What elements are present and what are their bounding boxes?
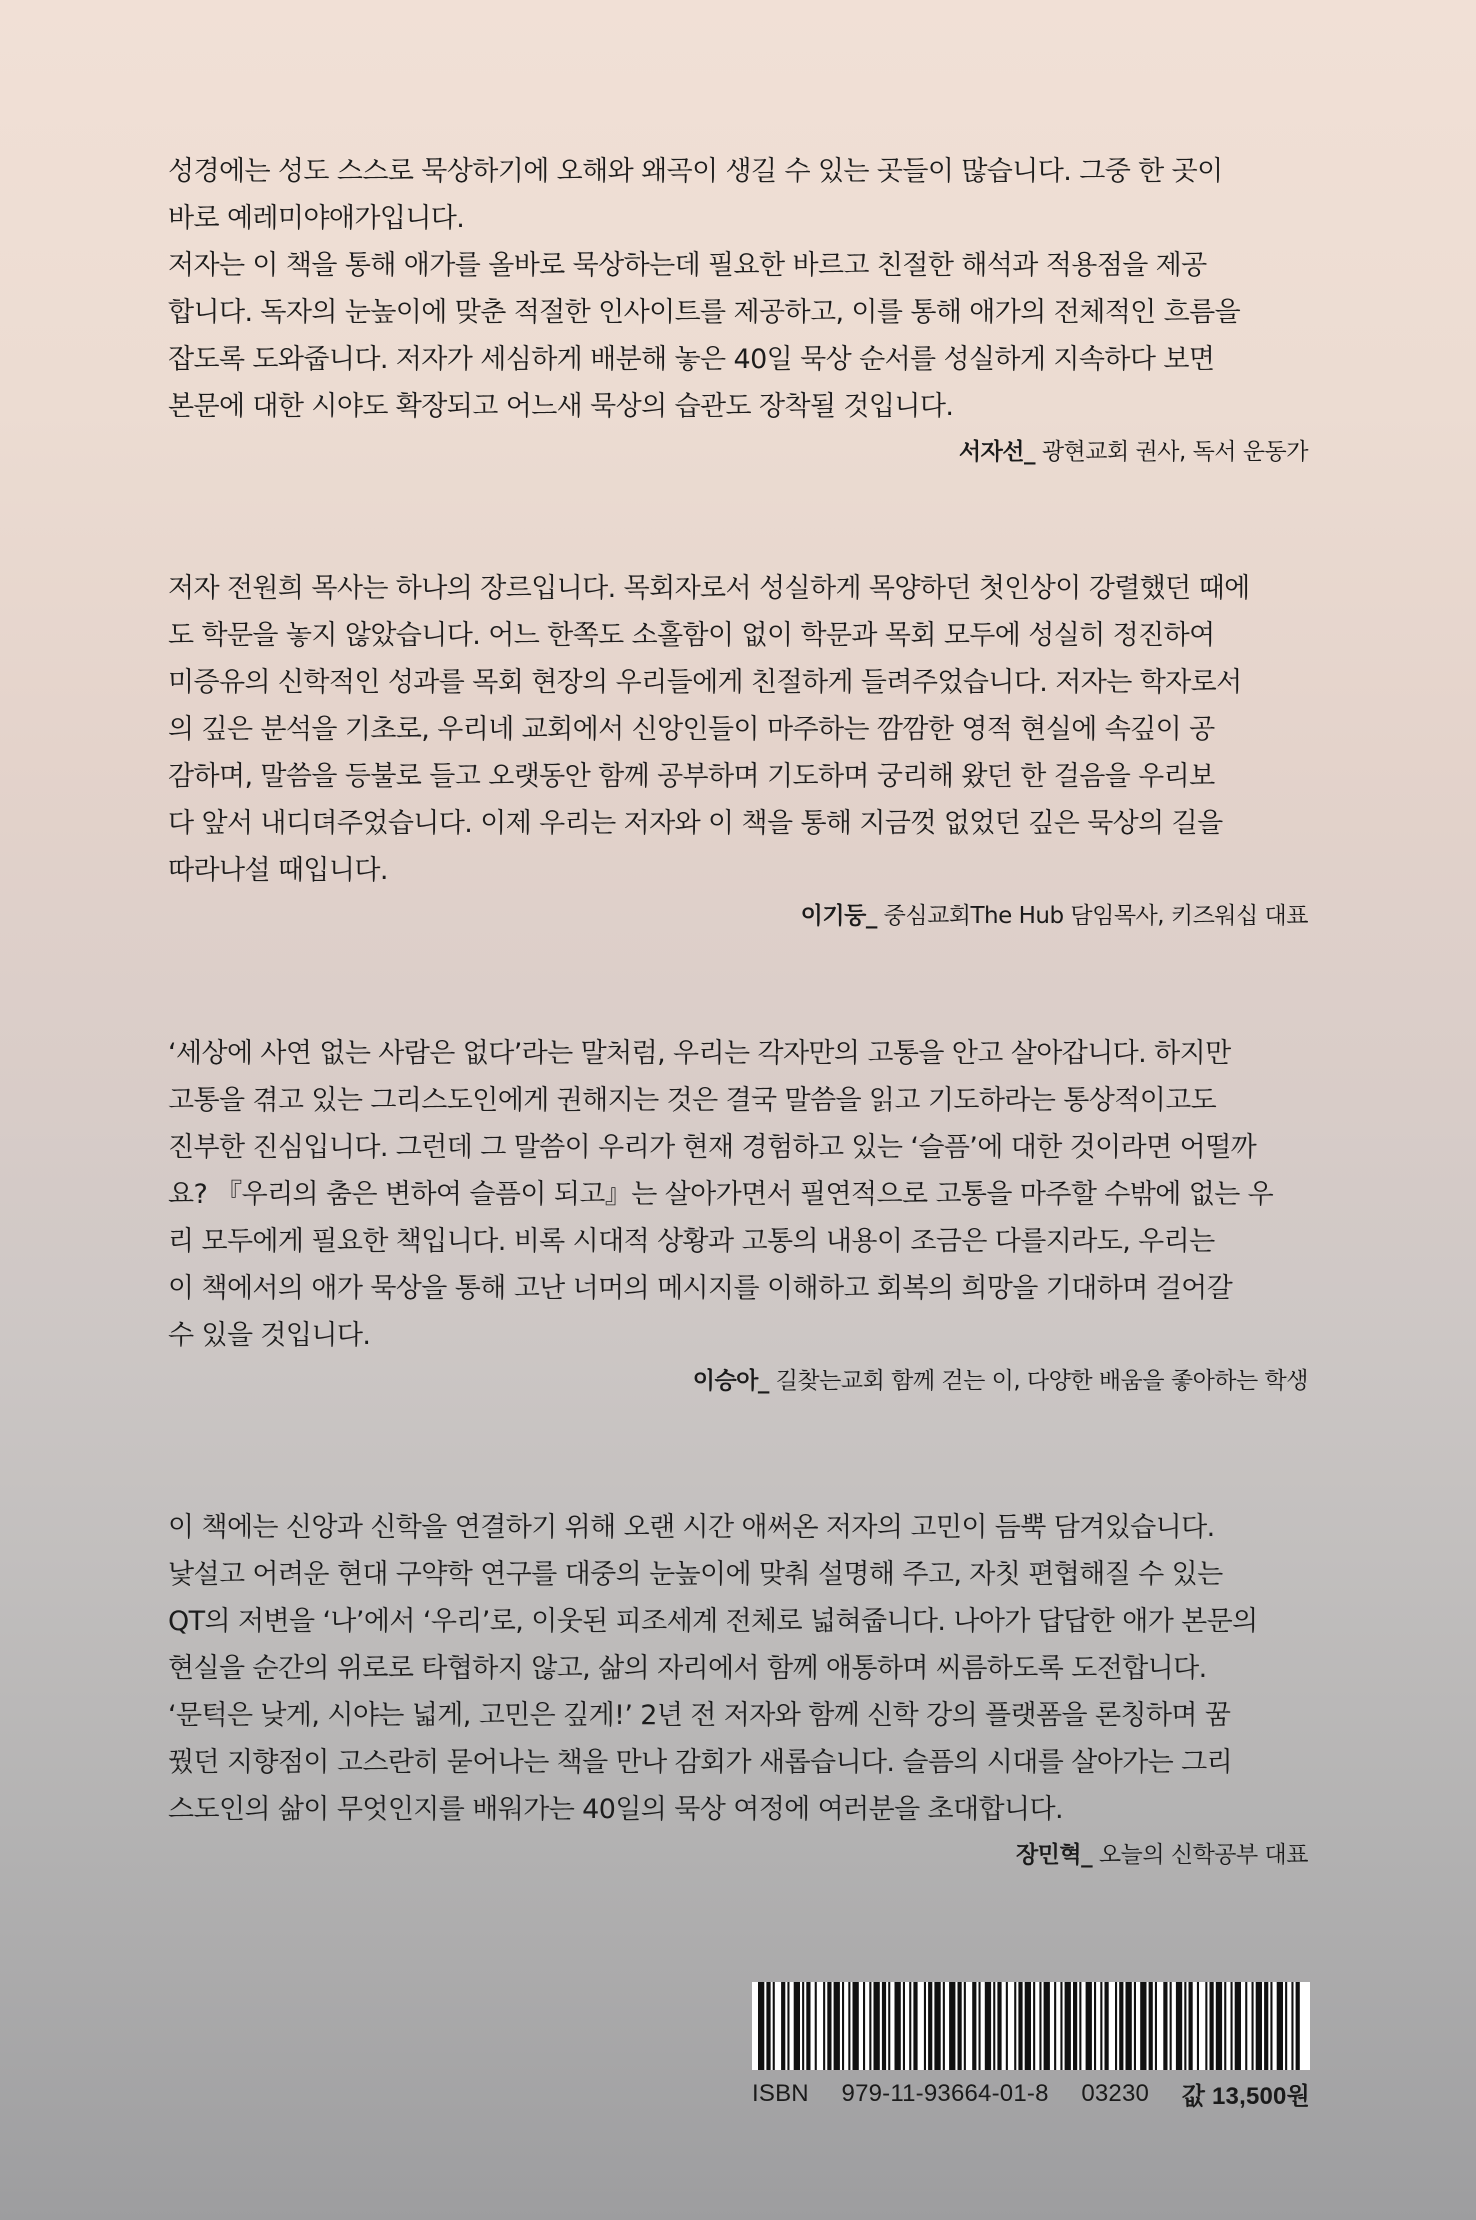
reviewer-signature <box>168 1361 1308 1401</box>
barcode-bar <box>1231 1982 1233 2070</box>
barcode-bar <box>1073 1982 1077 2070</box>
review-text: 저자 전원희 목사는 하나의 장르입니다. 목회자로서 성실하게 목양하던 첫인상이 강렬했던 때에 도 학문을 놓지 않았습니다. 어느 한쪽도 소홀함이 없이 학문과 목회 모두에 성실히 정진하여 미증유의 신학적인 성과를 목회 현장의 우리들에게 친절하게 들려주었습니다. 저자는 학자로서 의 깊은 분석을 기초로, 우리네 교회에서 신앙인들이 마주하는 깜깜한 영적 현실에 속깊이 공 감하며, 말씀을 등불로 들고 오랫동안 함께 공부하며 기도하며 궁리해 왔던 한 걸음을 우리보 다 앞서 내디뎌주었습니다. 이제 우리는 저자와 이 책을 통해 지금껏 없었던 깊은 묵상의 길을 따라나설 때입니다. <box>168 573 1250 886</box>
barcode-bar <box>1079 1982 1081 2070</box>
barcode-bar <box>853 1982 859 2070</box>
barcode-bar <box>773 1982 775 2070</box>
barcode-bar <box>1210 1982 1214 2070</box>
barcode-bar <box>1140 1982 1146 2070</box>
review-text: ‘세상에 사연 없는 사람은 없다’라는 말처럼, 우리는 각자만의 고통을 안고 살아갑니다. 하지만 고통을 겪고 있는 그리스도인에게 권해지는 것은 결국 말씀을 읽고 기도하라는 통상적이고도 진부한 진심입니다. 그런데 그 말씀이 우리가 현재 경험하고 있는 ‘슬픔’에 대한 것이라면 어떨까 요? 『우리의 춤은 변하여 슬픔이 되고』는 살아가면서 필연적으로 고통을 마주할 수밖에 없는 우 리 모두에게 필요한 책입니다. 비록 시대적 상황과 고통의 내용이 조금은 다를지라도, 우리는 이 책에서의 애가 묵상을 통해 고난 너머의 메시지를 이해하고 회복의 희망을 기대하며 걸어갈 수 있을 것입니다. <box>168 1038 1274 1351</box>
barcode-bar <box>909 1982 911 2070</box>
barcode-bar <box>1189 1982 1193 2070</box>
barcode-bar <box>1270 1982 1272 2070</box>
barcode-bar <box>924 1982 926 2070</box>
barcode-bar <box>1296 1982 1300 2070</box>
barcode-bar <box>781 1982 785 2070</box>
barcode-bar <box>1216 1982 1222 2070</box>
barcode-bar <box>874 1982 880 2070</box>
barcode-bar <box>1060 1982 1062 2070</box>
barcode-bar <box>1163 1982 1167 2070</box>
barcode-icon <box>752 1982 1310 2070</box>
barcode-bar <box>895 1982 901 2070</box>
barcode-bar <box>1115 1982 1117 2070</box>
reviewer-affiliation: 중심교회The Hub 담임목사, 키즈워십 대표 <box>876 903 1308 929</box>
barcode-bar <box>1105 1982 1109 2070</box>
barcode-bar <box>794 1982 800 2070</box>
barcode-bar <box>1149 1982 1153 2070</box>
review-block-1 <box>168 148 1308 472</box>
barcode-bar <box>806 1982 810 2070</box>
barcode-bar <box>1264 1982 1268 2070</box>
barcode-bar <box>1025 1982 1031 2070</box>
barcode-bar <box>834 1982 840 2070</box>
barcode-bar <box>1065 1982 1071 2070</box>
barcode-bar <box>1134 1982 1136 2070</box>
barcode-bar <box>842 1982 844 2070</box>
barcode-bar <box>903 1982 905 2070</box>
barcode-bar <box>1205 1982 1207 2070</box>
barcode-bar <box>1184 1982 1186 2070</box>
barcode-bar <box>993 1982 995 2070</box>
barcode-bar <box>1224 1982 1226 2070</box>
barcode-bar <box>823 1982 825 2070</box>
barcode-bar <box>1170 1982 1172 2070</box>
barcode-bar <box>802 1982 804 2070</box>
review-block-2 <box>168 565 1308 936</box>
barcode-bar <box>787 1982 789 2070</box>
barcode-bar <box>934 1982 940 2070</box>
barcode-bar <box>1006 1982 1008 2070</box>
barcode-bar <box>848 1982 850 2070</box>
review-block-3 <box>168 1030 1308 1401</box>
reviewer-signature <box>168 432 1308 472</box>
barcode-bar <box>979 1982 981 2070</box>
barcode-bar <box>1126 1982 1132 2070</box>
barcode-bar <box>1245 1982 1247 2070</box>
barcode-bar <box>1285 1982 1287 2070</box>
book-price: 값 13,500원 <box>1181 2083 1310 2110</box>
barcode-bar <box>1176 1982 1182 2070</box>
review-text: 이 책에는 신앙과 신학을 연결하기 위해 오랜 시간 애써온 저자의 고민이 듬뿍 담겨있습니다. 낯설고 어려운 현대 구약학 연구를 대중의 눈높이에 맞춰 설명해 주고, 자칫 편협해질 수 있는 QT의 저변을 ‘나’에서 ‘우리’로, 이웃된 피조세계 전체로 넓혀줍니다. 나아가 답답한 애가 본문의 현실을 순간의 위로로 타협하지 않고, 삶의 자리에서 함께 애통하며 씨름하도록 도전합니다. ‘문턱은 낮게, 시야는 넓게, 고민은 깊게!’ 2년 전 저자와 함께 신학 강의 플랫폼을 론칭하며 꿈 꿨던 지향점이 고스란히 묻어나는 책을 만나 감회가 새롭습니다. 슬픔의 시대를 살아가는 그리 스도인의 삶이 무엇인지를 배워가는 40일의 묵상 여정에 여러분을 초대합니다. <box>168 1512 1258 1825</box>
barcode-bar <box>1256 1982 1262 2070</box>
barcode-bar <box>1277 1982 1283 2070</box>
barcode-bar <box>985 1982 991 2070</box>
isbn-number: 979-11-93664-01-8 <box>841 2079 1049 2107</box>
barcode-bar <box>766 1982 770 2070</box>
reviewer-name: 이기둥_ <box>800 903 877 929</box>
reviewer-affiliation: 광현교회 권사, 독서 운동가 <box>1035 439 1308 465</box>
barcode-bar <box>1100 1982 1102 2070</box>
isbn-addon: 03230 <box>1081 2079 1150 2107</box>
barcode-bar <box>1252 1982 1254 2070</box>
barcode-bar <box>943 1982 945 2070</box>
isbn-label: ISBN <box>752 2079 809 2107</box>
barcode-bar <box>1197 1982 1199 2070</box>
barcode-bar <box>958 1982 962 2070</box>
barcode-bar <box>1044 1982 1050 2070</box>
barcode-bar <box>1033 1982 1035 2070</box>
reviewer-affiliation: 길찾는교회 함께 걷는 이, 다양한 배움을 좋아하는 학생 <box>768 1368 1308 1394</box>
barcode-bar <box>882 1982 886 2070</box>
barcode-bar <box>1235 1982 1241 2070</box>
barcode-bar <box>1291 1982 1293 2070</box>
barcode-bar <box>928 1982 932 2070</box>
barcode-bar <box>888 1982 890 2070</box>
reviewer-name: 장민혁_ <box>1015 1842 1093 1868</box>
barcode-bar <box>913 1982 917 2070</box>
barcode-bar <box>815 1982 817 2070</box>
barcode-bar <box>863 1982 865 2070</box>
barcode-bar <box>1014 1982 1016 2070</box>
barcode-bar <box>1018 1982 1022 2070</box>
review-text: 성경에는 성도 스스로 묵상하기에 오해와 왜곡이 생길 수 있는 곳들이 많습니다. 그중 한 곳이 바로 예레미야애가입니다. 저자는 이 책을 통해 애가를 올바로 묵상하는데 필요한 바르고 친절한 해석과 적용점을 제공 합니다. 독자의 눈높이에 맞춘 적절한 인사이트를 제공하고, 이를 통해 애가의 전체적인 흐름을 잡도록 도와줍니다. 저자가 세심하게 배분해 놓은 40일 묵상 순서를 성실하게 지속하다 보면 본문에 대한 시야도 확장되고 어느새 묵상의 습관도 장착될 것입니다. <box>168 156 1241 422</box>
barcode-bar <box>758 1982 764 2070</box>
barcode-bar <box>964 1982 966 2070</box>
reviewer-signature <box>168 896 1308 936</box>
barcode-bar <box>1119 1982 1123 2070</box>
barcode-bar <box>1155 1982 1157 2070</box>
barcode-bar <box>1054 1982 1056 2070</box>
barcode-bar <box>997 1982 1001 2070</box>
barcode-bar <box>869 1982 871 2070</box>
reviewer-name: 이승아_ <box>692 1368 769 1394</box>
barcode-bar <box>827 1982 831 2070</box>
barcode <box>752 1982 1310 2070</box>
reviewer-signature <box>168 1835 1308 1875</box>
reviewer-affiliation: 오늘의 신학공부 대표 <box>1092 1842 1308 1868</box>
reviewer-name: 서자선_ <box>958 439 1036 465</box>
isbn-line <box>752 2076 1310 2111</box>
barcode-bar <box>972 1982 976 2070</box>
barcode-bar <box>949 1982 955 2070</box>
barcode-bar <box>1039 1982 1041 2070</box>
barcode-bar <box>1094 1982 1096 2070</box>
barcode-bar <box>1086 1982 1092 2070</box>
review-block-4 <box>168 1504 1308 1875</box>
